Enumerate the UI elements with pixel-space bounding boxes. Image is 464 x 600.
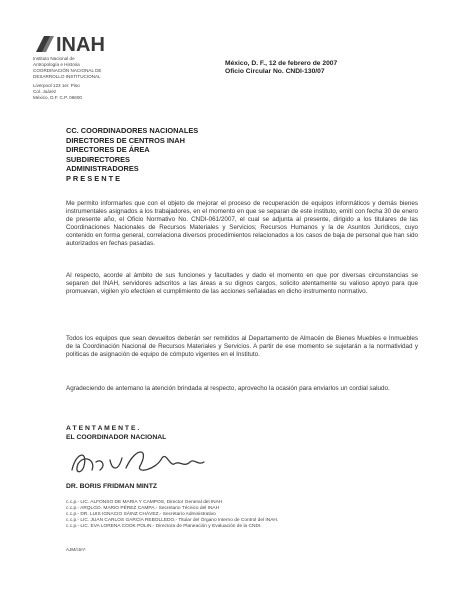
cc-list [66,500,278,530]
closing-role: EL COORDINADOR NACIONAL [66,434,167,441]
place-date: México, D. F., 12 de febrero de 2007 [225,60,338,67]
org-line: COORDINACIÓN NACIONAL DE [33,68,102,73]
handwritten-signature [66,440,216,480]
recipient-line: DIRECTORES DE ÁREA [66,145,150,155]
address-block [33,83,82,101]
recipient-line: CC. COORDINADORES NACIONALES [66,126,199,135]
address-line: México, D.F. C.P. 06600 [33,95,82,100]
cc-line: c.c.p.- DR. LUIS IGNACIO SÁINZ CHÁVEZ.- Secretario Administrativo [66,512,216,517]
signer-name: DR. BORIS FRIDMAN MINTZ [66,483,157,490]
recipient-line: ADMINISTRADORES [66,164,139,174]
address-line: Liverpool 123 1er. Piso [33,83,80,88]
closing-salutation: A T E N T A M E N T E . [66,425,140,432]
reference-initials: AJM/ctm* [66,547,86,552]
org-line: Antropología e Historia [33,62,80,67]
org-line: DESARROLLO INSTITUCIONAL [33,74,101,79]
recipients-block [66,126,198,184]
address-line: Col. Juárez [33,89,57,94]
cc-line: c.c.p.- LIC. JUAN CARLOS GARCÍA REBOLLEDO.- Titular del Órgano Interno de Control del INAH. [66,518,279,523]
logo-text: INAH [56,34,105,54]
recipient-line: DIRECTORES DE CENTROS INAH [66,135,185,145]
cc-line: c.c.p.- LIC. ALFONSO DE MARIA Y CAMPOS, Director General del INAH [66,500,223,505]
body-paragraph: Al respecto, acorde al ámbito de sus funciones y facultades y dado el momento en que por diversas circunstancias se separen del INAH, servidores adscritos a las áreas a su dignos cargos, solicito atentamente su valioso apoyo para que promuevan, vigilen y/o efectúen el cumplimiento de las acciones señaladas en dicho instrumento normativo. [66,272,418,296]
cc-line: c.c.p.- ARQLGO. MARIO PÉREZ CAMPA.- Secretario Técnico del INAH [66,506,220,511]
org-line: Instituto Nacional de [33,56,75,61]
body-paragraph: Todos los equipos que sean devueltos deberán ser remitidos al Departamento de Almacén de Bienes Muebles e Inmuebles de la Coordinación Nacional de Recursos Materiales y Servicios. A partir de ese momento se sujetarán a la normatividad y políticas de asignación de equipo de cómputo vigentes en el Instituto. [66,335,418,359]
recipient-line: SUBDIRECTORES [66,154,130,164]
cc-line: c.c.p.- LIC. EVA LORENA COOK POLIN.- Directora de Planeación y Evaluación de la CNDI. [66,524,262,529]
inah-logo [34,32,124,54]
recipient-line: P R E S E N T E [66,173,121,183]
body-paragraph: Agradeciendo de antemano la atención brindada al respecto, aprovecho la ocasión para enviarlos un cordial saludo. [66,385,390,392]
header-block [225,60,337,76]
body-paragraph: Me permito informarles que con el objeto de mejorar el proceso de recuperación de equipos informáticos y demás bienes instrumentales asignados a los trabajadores, en el momento en que se separan de este instituto, emití con fecha 30 de enero de presente año, el Oficio Normativo No. CNDI-061/2007, el cual se adjunta al presente, dirigido a los titulares de las Coordinaciones Nacionales de Recursos Materiales y Servicios; Recursos Humanos y la de Asuntos Jurídicos, cuyo contenido en forma general, correlaciona diversos procedimientos relacionados a los casos de baja de personal que han sido autorizados en fechas pasadas. [66,200,418,248]
circular-number: Oficio Circular No. CNDI-130/07 [225,68,325,75]
organization-block [33,56,102,80]
